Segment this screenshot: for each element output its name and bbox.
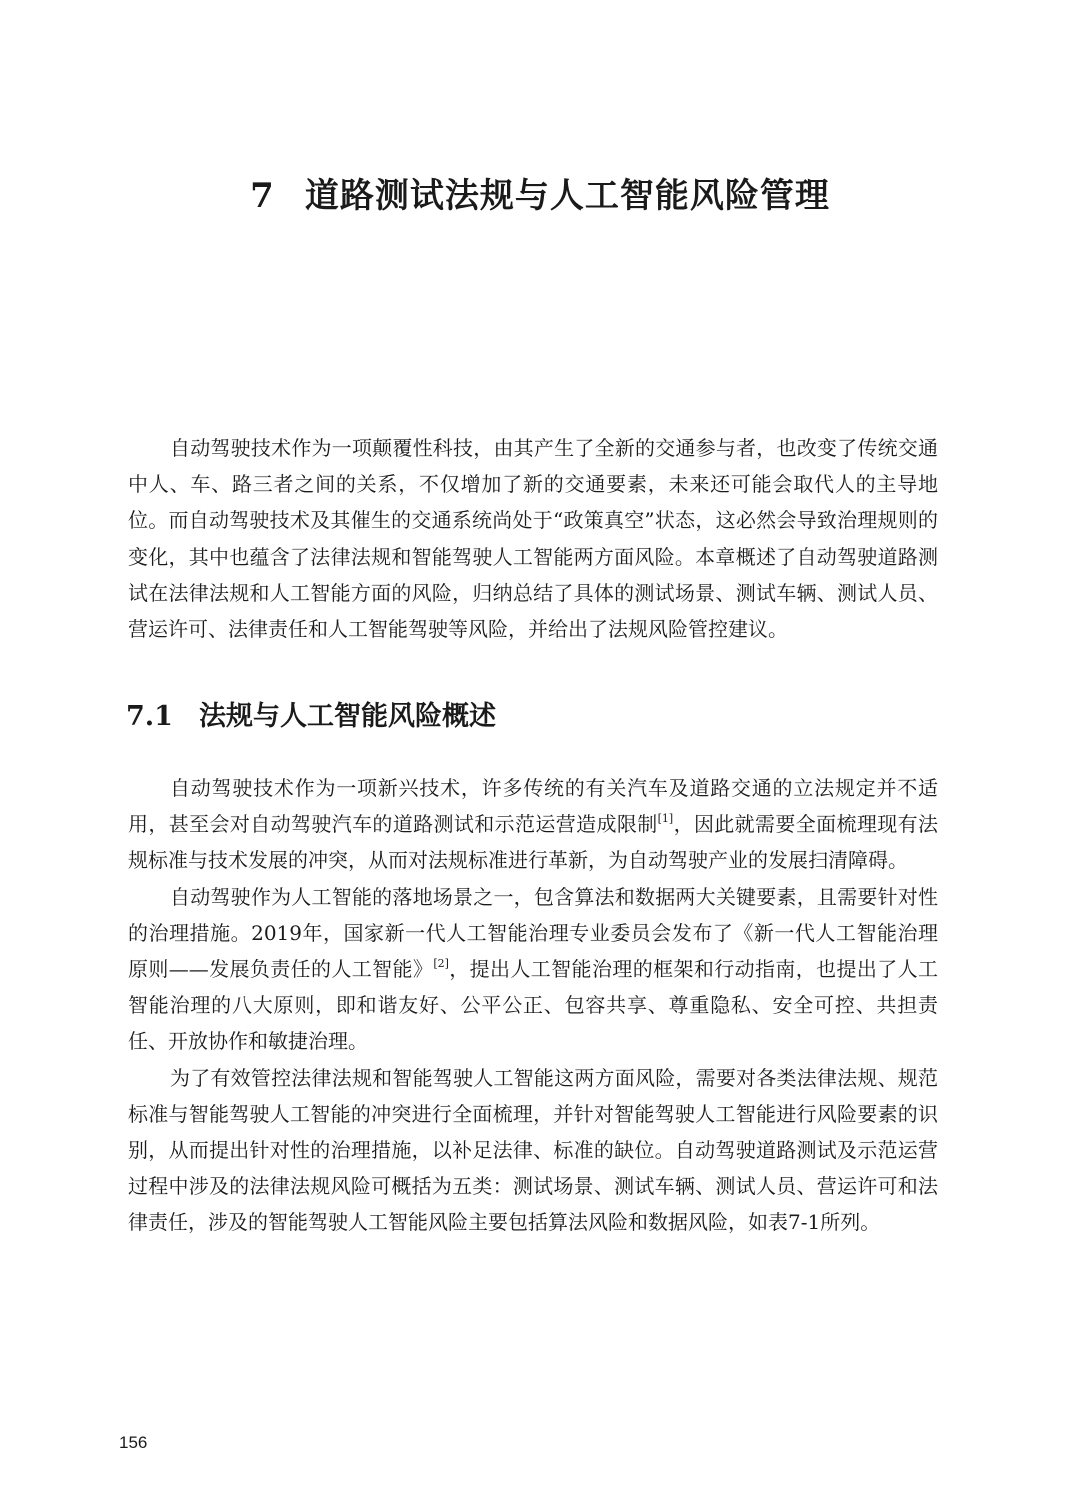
chapter-title [0, 168, 1080, 217]
body-paragraph-2 [128, 879, 938, 1060]
p1-text-before: 自动驾驶技术作为一项新兴技术，许多传统的有关汽车及道路交通的立法规定并不适用，甚至会对自动驾驶汽车的道路测试和示范运营造成限制 [128, 776, 938, 837]
section-number: 7.1 [126, 701, 173, 732]
page-number: 156 [119, 1433, 148, 1452]
p1-text-after: ，因此就需要全面梳理现有法规标准与技术发展的冲突，从而对法规标准进行革新，为自动驾驶产业的发展扫清障碍。 [128, 812, 939, 873]
section-heading [126, 694, 496, 733]
section-title-text: 法规与人工智能风险概述 [198, 701, 496, 732]
chapter-title-text: 道路测试法规与人工智能风险管理 [304, 176, 830, 216]
body-paragraph-1 [128, 770, 938, 879]
body-paragraph-3: 为了有效管控法律法规和智能驾驶人工智能这两方面风险，需要对各类法律法规、规范标准与智能驾驶人工智能的冲突进行全面梳理，并针对智能驾驶人工智能进行风险要素的识别，从而提出针对性的治理措施，以补足法律、标准的缺位。自动驾驶道路测试及示范运营过程中涉及的法律法规风险可概括为五类：测试场景、测试车辆、测试人员、营运许可和法律责任，涉及的智能驾驶人工智能风险主要包括算法风险和数据风险，如表7-1所列。 [128, 1065, 938, 1235]
intro-paragraph: 自动驾驶技术作为一项颠覆性科技，由其产生了全新的交通参与者，也改变了传统交通中人、车、路三者之间的关系，不仅增加了新的交通要素，未来还可能会取代人的主导地位。而自动驾驶技术及其催生的交通系统尚处于“政策真空”状态，这必然会导致治理规则的变化，其中也蕴含了法律法规和智能驾驶人工智能两方面风险。本章概述了自动驾驶道路测试在法律法规和人工智能方面的风险，归纳总结了具体的测试场景、测试车辆、测试人员、营运许可、法律责任和人工智能驾驶等风险，并给出了法规风险管控建议。 [128, 436, 938, 642]
chapter-intro [128, 430, 938, 647]
section-body [128, 770, 938, 1241]
p2-text-after: ，提出人工智能治理的框架和行动指南，也提出了人工智能治理的八大原则，即和谐友好、公平公正、包容共享、尊重隐私、安全可控、共担责任、开放协作和敏捷治理。 [128, 957, 939, 1054]
p2-text-before: 自动驾驶作为人工智能的落地场景之一，包含算法和数据两大关键要素，且需要针对性的治理措施。2019年，国家新一代人工智能治理专业委员会发布了《新一代人工智能治理原则——发展负责任的人工智能》 [128, 884, 938, 982]
citation-1: [1] [657, 812, 674, 826]
citation-2: [2] [433, 957, 449, 971]
chapter-number: 7 [250, 176, 275, 216]
